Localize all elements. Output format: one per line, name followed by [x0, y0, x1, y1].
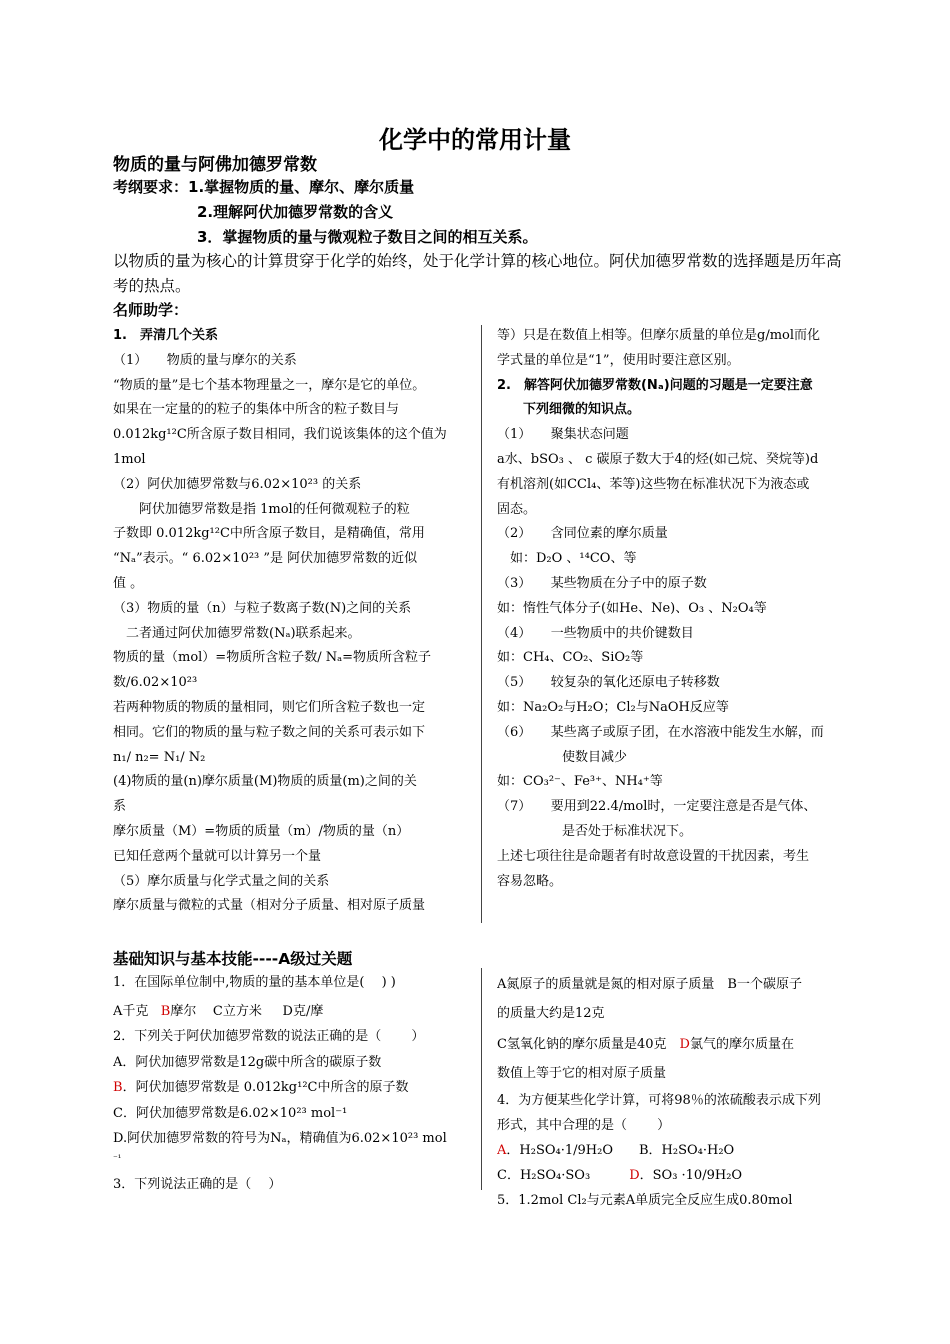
questions-right [497, 970, 852, 1213]
answer-marker: A [497, 1143, 507, 1158]
text-line: 1mol [113, 451, 146, 467]
text-line: 如果在一定量的的粒子的集体中所含的粒子数目与 [113, 402, 400, 418]
text-line: 1. 弄清几个关系 [113, 328, 218, 343]
helper-heading: 名师助学： [113, 301, 189, 319]
option-text: C氢氧化钠的摩尔质量是40克 [497, 1037, 680, 1052]
option-c: C立方米 [212, 1003, 262, 1019]
text-line: 若两种物质的物质的量相同，则它们所含粒子数也一定 [113, 699, 426, 715]
question-4-option-ab [497, 1138, 852, 1163]
option-a: A千克 [113, 1003, 149, 1019]
text-line: 如：CO₃²⁻、Fe³⁺、NH₄⁺等 [497, 774, 663, 790]
text-line: （3） 某些物质在分子中的原子数 [497, 575, 707, 591]
answer-marker: D [679, 1037, 690, 1052]
requirements-line-1 [113, 176, 414, 197]
question-3-option-cd [497, 1028, 852, 1059]
answer-marker: B [160, 1003, 171, 1019]
right-column [497, 324, 852, 894]
question-1-options [113, 996, 473, 1025]
questions-left [113, 970, 473, 1197]
text-line: （3）物质的量（n）与粒子数离子数(N)之间的关系 [113, 600, 412, 616]
text-line: （1） 物质的量与摩尔的关系 [113, 352, 297, 368]
text-line: 下列细微的知识点。 [497, 402, 641, 418]
requirement-item: 2.理解阿伏加德罗常数的含义 [197, 203, 394, 221]
column-divider [481, 968, 482, 1190]
question-4-cont: 形式，其中合理的是（ ） [497, 1118, 671, 1133]
text-line: 使数目减少 [497, 749, 628, 765]
answer-marker: D [629, 1168, 640, 1183]
text-line: 学式量的单位是“1”，使用时要注意区别。 [497, 352, 740, 368]
question-2-option-d: D.阿伏加德罗常数的符号为Nₐ，精确值为6.02×10²³ mol [113, 1131, 447, 1146]
requirement-item: 3．掌握物质的量与微观粒子数目之间的相互关系。 [197, 228, 538, 246]
text-line: n₁/ n₂= N₁/ N₂ [113, 749, 206, 765]
option-text: ．阿伏加德罗常数是 0.012kg¹²C中所含的原子数 [122, 1080, 409, 1095]
text-line: 是否处于标准状况下。 [497, 823, 693, 839]
question-4: 4．为方便某些化学计算，可将98％的浓硫酸表示成下列 [497, 1093, 821, 1108]
option-text: ．SO₃ ·10/9H₂O [639, 1168, 743, 1183]
option-b: 摩尔 [170, 1003, 197, 1019]
text-line: “Nₐ”表示。“ 6.02×10²³ ”是 阿伏加德罗常数的近似 [113, 551, 418, 567]
text-line: 值 。 [113, 575, 144, 591]
question-3-option-ab: A氮原子的质量就是氮的相对原子质量 B一个碳原子 [497, 977, 802, 992]
text-line: （1） 聚集状态问题 [497, 427, 629, 443]
option-text: ．H₂SO₄·1/9H₂O B．H₂SO₄·H₂O [506, 1143, 735, 1158]
option-d: D克/摩 [282, 1003, 324, 1019]
left-column [113, 324, 465, 919]
text-line: 二者通过阿伏加德罗常数(Nₐ)联系起来。 [113, 625, 361, 641]
text-line: 数/6.02×10²³ [113, 675, 198, 691]
question-2-option-d-cont: ⁻¹ [113, 1153, 122, 1164]
requirements-label: 考纲要求： [113, 178, 189, 196]
text-line: 相同。它们的物质的量与粒子数之间的关系可表示如下 [113, 724, 426, 740]
answer-marker: B [113, 1080, 123, 1095]
text-line: （5） 较复杂的氧化还原电子转移数 [497, 675, 720, 691]
requirement-item: 1.掌握物质的量、摩尔、摩尔质量 [188, 178, 415, 196]
question-4-option-cd [497, 1163, 852, 1188]
text-line: 有机溶剂(如CCl₄、苯等)这些物在标准状况下为液态或 [497, 476, 810, 492]
text-line: (4)物质的量(n)摩尔质量(M)物质的质量(m)之间的关 [113, 774, 417, 790]
text-line: （4） 一些物质中的共价键数目 [497, 625, 694, 641]
text-line: a水、bSO₃ 、 c 碳原子数大于4的烃(如己烷、癸烷等)d [497, 451, 819, 467]
question-3-option-d-cont: 数值上等于它的相对原子质量 [497, 1066, 667, 1081]
page-title: 化学中的常用计量 [379, 126, 571, 154]
text-line: 阿伏加德罗常数是指 1mol的任何微观粒子的粒 [113, 501, 410, 517]
text-line: 摩尔质量（M）=物质的质量（m）/物质的量（n） [113, 823, 410, 839]
section-heading-mole: 物质的量与阿佛加德罗常数 [113, 155, 317, 175]
text-line: （5）摩尔质量与化学式量之间的关系 [113, 873, 330, 889]
text-line: 物质的量（mol）=物质所含粒子数/ Nₐ=物质所含粒子 [113, 650, 431, 666]
text-line: 等）只是在数值上相等。但摩尔质量的单位是g/mol而化 [497, 328, 821, 343]
text-line: 如：CH₄、CO₂、SiO₂等 [497, 650, 644, 666]
text-line: “物质的量”是七个基本物理量之一，摩尔是它的单位。 [113, 377, 426, 393]
text-line: 2. 解答阿伏加德罗常数(Nₐ)问题的习题是一定要注意 [497, 377, 813, 393]
question-2-option-c: C．阿伏加德罗常数是6.02×10²³ mol⁻¹ [113, 1105, 348, 1121]
column-divider [481, 325, 482, 923]
text-line: 固态。 [497, 501, 537, 517]
text-line: 如：Na₂O₂与H₂O；Cl₂与NaOH反应等 [497, 699, 729, 715]
text-line: （2） 含同位素的摩尔质量 [497, 526, 668, 542]
section-heading-exercises: 基础知识与基本技能----A级过关题 [113, 950, 353, 968]
text-line: 子数即 0.012kg¹²C中所含原子数目，是精确值，常用 [113, 526, 425, 542]
text-line: 系 [113, 799, 127, 815]
text-line: 如：惰性气体分子(如He、Ne)、O₃ 、N₂O₄等 [497, 600, 767, 616]
intro-paragraph: 以物质的量为核心的计算贯穿于化学的始终，处于化学计算的核心地位。阿伏加德罗常数的选择题是历年高考的热点。 [113, 252, 842, 295]
text-line: （2）阿伏加德罗常数与6.02×10²³ 的关系 [113, 476, 362, 492]
text-line: 容易忽略。 [497, 873, 563, 889]
question-2: 2．下列关于阿伏加德罗常数的说法正确的是（ ） [113, 1029, 425, 1044]
text-line: （7） 要用到22.4/mol时，一定要注意是否是气体、 [497, 799, 817, 815]
question-5: 5．1.2mol Cl₂与元素A单质完全反应生成0.80mol [497, 1193, 793, 1208]
question-2-option-a: A．阿伏加德罗常数是12g碳中所含的碳原子数 [113, 1054, 382, 1070]
text-line: 已知任意两个量就可以计算另一个量 [113, 848, 322, 864]
question-3: 3．下列说法正确的是（ ） [113, 1176, 282, 1192]
option-text: C．H₂SO₄·SO₃ [497, 1168, 630, 1183]
question-1: 1．在国际单位制中,物质的量的基本单位是( ) ) [113, 975, 396, 990]
option-text: 氯气的摩尔质量在 [689, 1037, 794, 1052]
text-line: 0.012kg¹²C所含原子数目相同，我们说该集体的这个值为 [113, 427, 447, 443]
text-line: 上述七项往往是命题者有时故意设置的干扰因素，考生 [497, 848, 810, 864]
text-line: 摩尔质量与微粒的式量（相对分子质量、相对原子质量 [113, 898, 426, 914]
text-line: 如：D₂O 、¹⁴CO、等 [497, 551, 637, 567]
text-line: （6） 某些离子或原子团，在水溶液中能发生水解，而 [497, 724, 824, 740]
question-3-option-b-cont: 的质量大约是12克 [497, 1006, 605, 1021]
question-2-option-b [113, 1075, 473, 1101]
